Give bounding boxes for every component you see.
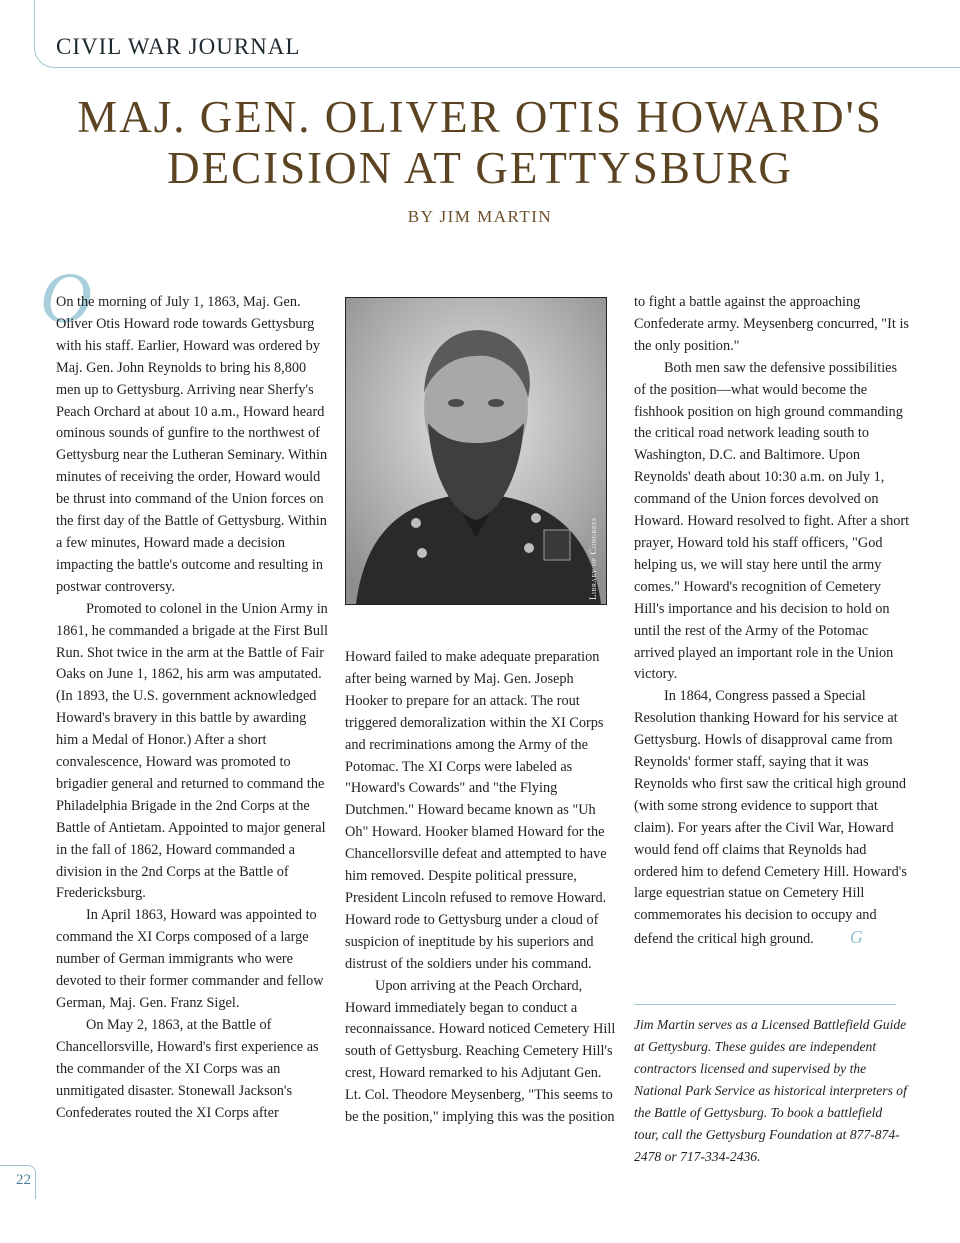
article-column-1 — [56, 292, 330, 1124]
paragraph: On the morning of July 1, 1863, Maj. Gen. Oliver Otis Howard rode towards Gettysburg with his staff. Earlier, Howard was ordered by Maj. Gen. John Reynolds to bring his 8,800 men up to Gettysburg. Arriving near Sherfy's Peach Orchard at about 10 a.m., Howard heard ominous sounds of gunfire to the northwest of Gettysburg near the Lutheran Seminary. Within minutes of receiving the order, Howard would be thrust into command of the Union forces on the first day of the Battle of Gettysburg. Within a few minutes, Howard made a decision impacting the battle's outcome and resulting in postwar controversy. — [56, 294, 328, 595]
paragraph: In April 1863, Howard was appointed to command the XI Corps composed of a large number of German immigrants who were devoted to their former commander and fellow German, Maj. Gen. Franz Sigel. — [56, 907, 324, 1011]
paragraph: to fight a battle against the approaching Confederate army. Meysenberg concurred, "It is the only position." — [634, 294, 909, 354]
journal-title: CIVIL WAR JOURNAL — [56, 34, 301, 59]
portrait-photo — [345, 297, 607, 605]
paragraph-text: In 1864, Congress passed a Special Resolution thanking Howard for his service at Gettysburg. Howls of disapproval came from Reynolds' former staff, saying that it was Reynolds who first saw the critical high ground (with some strong evidence to support that claim). For years after the Civil War, Howard would fend off claims that Reynolds had ordered him to defend Cemetery Hill. Howard's large equestrian statue on Cemetery Hill commemorates his decision to occupy and defend the critical high ground. — [634, 688, 907, 948]
article-column-3 — [634, 292, 910, 951]
byline: BY JIM MARTIN — [407, 207, 553, 226]
paragraph: Both men saw the defensive possibilities of the position—what would become the fishhook position on high ground commanding the critical road network leading south to Washington, D.C. and Baltimore. Upon Reynolds' death about 10:30 a.m. on July 1, command of the Union forces devolved on Howard. Howard resolved to fight. After a short prayer, Howard told his staff officers, "God helping us, we will stay here until the army comes." Howard's recognition of Cemetery Hill's importance and his decision to hold on until the rest of the Army of the Potomac arrived played an important role in the Union victory. — [634, 359, 910, 683]
author-bio: Jim Martin serves as a Licensed Battlefield Guide at Gettysburg. These guides are independent contractors licensed and supervised by the National Park Service as historical interpreters of the Battle of Gettysburg. To book a battlefield tour, call the Gettysburg Foundation at 877-874-2478 or 717-334-2436. — [634, 1017, 907, 1164]
paragraph — [634, 686, 910, 951]
paragraph: Promoted to colonel in the Union Army in 1861, he commanded a brigade at the First Bull Run. Shot twice in the arm at the Battle of Fair Oaks on June 1, 1862, his arm was amputated. (In 1893, the U.S. government acknowledged Howard's bravery in this battle by awarding him a Medal of Honor.) After a short convalescence, Howard was promoted to brigadier general and returned to command the Philadelphia Brigade in the 2nd Corps at the Battle of Antietam. Appointed to major general in the fall of 1862, Howard commanded a division in the 2nd Corps at the Battle of Fredericksburg. — [56, 600, 328, 902]
article-title: MAJ. GEN. OLIVER OTIS HOWARD'S DECISION AT GETTYSBURG — [77, 92, 883, 193]
portrait-illustration — [346, 298, 606, 604]
paragraph: Howard failed to make adequate preparation after being warned by Maj. Gen. Joseph Hooker to prepare for an attack. The rout triggered demoralization within the XI Corps and recriminations among the Army of the Potomac. The XI Corps were labeled as "Howard's Cowards" and "the Flying Dutchmen." Howard became known as "Uh Oh" Howard. Hooker blamed Howard for the Chancellorsville defeat and attempted to have him removed. Despite political pressure, President Lincoln refused to remove Howard. Howard rode to Gettysburg under a cloud of suspicion of ineptitude by his superiors and distrust of the soldiers under his command. — [345, 649, 607, 972]
drop-cap: O — [40, 258, 92, 338]
paragraph: On May 2, 1863, at the Battle of Chancellorsville, Howard's first experience as the commander of the XI Corps was an unmitigated disaster. Stonewall Jackson's Confederates routed the XI Corps after — [56, 1016, 319, 1121]
photo-credit: Library of Congress — [588, 517, 598, 600]
paragraph: Upon arriving at the Peach Orchard, Howard immediately began to conduct a reconnaissance. Howard noticed Cemetery Hill south of Gettysburg. Reaching Cemetery Hill's crest, Howard remarked to his Adjutant Gen. Lt. Col. Theodore Meysenberg, "This seems to be the position," implying this was the position — [345, 977, 616, 1126]
bio-divider — [634, 1004, 896, 1005]
page-number: 22 — [16, 1172, 31, 1188]
article-column-2 — [345, 647, 620, 1129]
end-mark-icon: G — [849, 927, 863, 948]
